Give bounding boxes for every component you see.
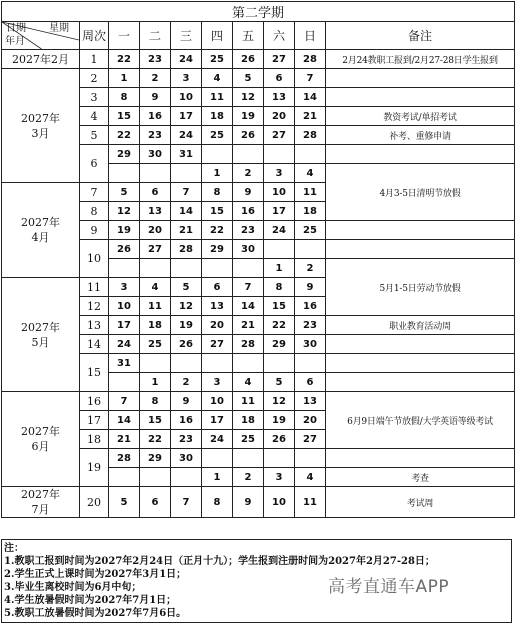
week-number: 14 bbox=[80, 335, 109, 354]
day-cell-sun: 4 bbox=[295, 468, 326, 487]
day-cell-mon: 17 bbox=[109, 316, 140, 335]
day-header-wed: 三 bbox=[171, 22, 202, 50]
corner-label-year-month: 年月 bbox=[5, 36, 25, 47]
day-cell-mon: 12 bbox=[109, 202, 140, 221]
day-cell-fri: 26 bbox=[233, 126, 264, 145]
day-cell-wed: 5 bbox=[171, 278, 202, 297]
day-cell-wed: 19 bbox=[171, 316, 202, 335]
day-cell-wed: 17 bbox=[171, 107, 202, 126]
day-cell-fri: 30 bbox=[233, 240, 264, 259]
day-cell-wed: 3 bbox=[171, 69, 202, 88]
day-cell-wed: 16 bbox=[171, 411, 202, 430]
day-cell-mon: 19 bbox=[109, 221, 140, 240]
note-item: 1.教职工报到时间为2027年2月24日（正月十九）；学生报到注册时间为2027年2月27-28日； bbox=[4, 556, 435, 567]
day-cell-fri: 2 bbox=[233, 468, 264, 487]
month-label: 2027年 6月 bbox=[2, 392, 80, 487]
day-cell-sun: 6 bbox=[295, 373, 326, 392]
remark-cell bbox=[326, 221, 515, 240]
day-cell-fri: 9 bbox=[233, 487, 264, 518]
day-cell-sat: 19 bbox=[264, 411, 295, 430]
day-cell-fri: 21 bbox=[233, 316, 264, 335]
day-cell-sun: 18 bbox=[295, 202, 326, 221]
note-item: 3.毕业生离校时间为6月中旬； bbox=[4, 582, 142, 593]
remark-cell bbox=[326, 69, 515, 88]
week-number: 17 bbox=[80, 411, 109, 430]
semester-title: 第二学期 bbox=[2, 2, 515, 22]
day-cell-fri bbox=[233, 145, 264, 164]
day-cell-thu: 8 bbox=[202, 487, 233, 518]
remark-cell bbox=[326, 240, 515, 259]
day-cell-sun: 11 bbox=[295, 487, 326, 518]
remark-cell: 4月3-5日清明节放假 bbox=[326, 164, 515, 221]
remark-cell: 5月1-5日劳动节放假 bbox=[326, 259, 515, 316]
month-label: 2027年 5月 bbox=[2, 278, 80, 392]
day-cell-sat bbox=[264, 145, 295, 164]
day-cell-sun: 4 bbox=[295, 164, 326, 183]
remark-column-header: 备注 bbox=[326, 22, 515, 50]
day-cell-sat: 5 bbox=[264, 373, 295, 392]
note-item: 4.学生放暑假时间为2027年7月1日； bbox=[4, 595, 177, 606]
day-cell-thu: 27 bbox=[202, 335, 233, 354]
week-number: 20 bbox=[80, 487, 109, 518]
day-cell-thu: 1 bbox=[202, 164, 233, 183]
week-number: 2 bbox=[80, 69, 109, 88]
day-cell-wed: 24 bbox=[171, 50, 202, 69]
day-cell-tue: 30 bbox=[140, 145, 171, 164]
month-label: 2027年 3月 bbox=[2, 69, 80, 183]
remark-cell: 补考、重修申请 bbox=[326, 126, 515, 145]
day-cell-thu: 10 bbox=[202, 392, 233, 411]
day-cell-thu: 1 bbox=[202, 468, 233, 487]
day-cell-wed: 10 bbox=[171, 88, 202, 107]
day-cell-mon: 5 bbox=[109, 183, 140, 202]
day-cell-fri: 5 bbox=[233, 69, 264, 88]
day-cell-mon: 21 bbox=[109, 430, 140, 449]
day-cell-thu: 6 bbox=[202, 278, 233, 297]
week-column-header: 周次 bbox=[80, 22, 109, 50]
day-cell-sat: 20 bbox=[264, 107, 295, 126]
remark-cell bbox=[326, 449, 515, 468]
day-cell-fri: 26 bbox=[233, 50, 264, 69]
day-cell-wed: 30 bbox=[171, 449, 202, 468]
day-cell-wed: 14 bbox=[171, 202, 202, 221]
day-cell-tue: 27 bbox=[140, 240, 171, 259]
day-cell-mon: 24 bbox=[109, 335, 140, 354]
day-cell-fri: 16 bbox=[233, 202, 264, 221]
week-number: 16 bbox=[80, 392, 109, 411]
day-cell-tue: 23 bbox=[140, 126, 171, 145]
day-cell-wed: 12 bbox=[171, 297, 202, 316]
day-cell-mon: 28 bbox=[109, 449, 140, 468]
corner-label-weekday: 星期 bbox=[49, 23, 69, 34]
day-cell-thu: 24 bbox=[202, 430, 233, 449]
day-cell-tue: 11 bbox=[140, 297, 171, 316]
note-item: 2.学生正式上课时间为2027年3月1日； bbox=[4, 569, 187, 580]
week-number: 4 bbox=[80, 107, 109, 126]
week-number: 18 bbox=[80, 430, 109, 449]
day-cell-sun: 13 bbox=[295, 392, 326, 411]
day-cell-wed: 7 bbox=[171, 183, 202, 202]
remark-cell bbox=[326, 335, 515, 354]
week-number: 1 bbox=[80, 50, 109, 69]
day-cell-fri bbox=[233, 354, 264, 373]
day-cell-sun bbox=[295, 354, 326, 373]
day-cell-tue: 9 bbox=[140, 88, 171, 107]
day-cell-thu bbox=[202, 145, 233, 164]
day-header-tue: 二 bbox=[140, 22, 171, 50]
day-cell-tue bbox=[140, 164, 171, 183]
day-cell-sat: 27 bbox=[264, 126, 295, 145]
day-cell-thu: 4 bbox=[202, 69, 233, 88]
day-cell-sun: 14 bbox=[295, 88, 326, 107]
day-cell-thu: 3 bbox=[202, 373, 233, 392]
day-cell-sat: 24 bbox=[264, 221, 295, 240]
day-cell-tue: 8 bbox=[140, 392, 171, 411]
week-number: 6 bbox=[80, 145, 109, 183]
day-header-sun: 日 bbox=[295, 22, 326, 50]
day-cell-mon: 1 bbox=[109, 69, 140, 88]
month-label: 2027年 7月 bbox=[2, 487, 80, 518]
remark-cell bbox=[326, 88, 515, 107]
note-item: 5.教职工放暑假时间为2027年7月6日。 bbox=[4, 608, 187, 619]
day-cell-tue: 18 bbox=[140, 316, 171, 335]
day-cell-mon bbox=[109, 164, 140, 183]
day-cell-thu: 29 bbox=[202, 240, 233, 259]
day-cell-wed: 7 bbox=[171, 487, 202, 518]
month-label: 2027年 4月 bbox=[2, 183, 80, 278]
day-cell-sat bbox=[264, 449, 295, 468]
remark-cell: 教资考试/单招考试 bbox=[326, 107, 515, 126]
day-cell-mon: 26 bbox=[109, 240, 140, 259]
day-cell-thu bbox=[202, 259, 233, 278]
remark-cell bbox=[326, 145, 515, 164]
day-cell-mon: 29 bbox=[109, 145, 140, 164]
day-cell-mon: 5 bbox=[109, 487, 140, 518]
day-cell-sun: 20 bbox=[295, 411, 326, 430]
week-number: 15 bbox=[80, 354, 109, 392]
week-number: 13 bbox=[80, 316, 109, 335]
remark-cell: 考试周 bbox=[326, 487, 515, 518]
day-cell-mon bbox=[109, 468, 140, 487]
day-cell-fri: 25 bbox=[233, 430, 264, 449]
week-number: 10 bbox=[80, 240, 109, 278]
day-header-fri: 五 bbox=[233, 22, 264, 50]
day-cell-tue: 13 bbox=[140, 202, 171, 221]
day-cell-sun: 28 bbox=[295, 126, 326, 145]
day-cell-sat: 27 bbox=[264, 50, 295, 69]
day-cell-thu: 25 bbox=[202, 50, 233, 69]
day-cell-thu: 22 bbox=[202, 221, 233, 240]
day-cell-fri: 7 bbox=[233, 278, 264, 297]
day-cell-wed bbox=[171, 259, 202, 278]
day-cell-tue: 20 bbox=[140, 221, 171, 240]
day-cell-fri: 19 bbox=[233, 107, 264, 126]
day-cell-tue bbox=[140, 259, 171, 278]
day-cell-tue: 1 bbox=[140, 373, 171, 392]
day-cell-sat: 17 bbox=[264, 202, 295, 221]
day-cell-sat: 3 bbox=[264, 164, 295, 183]
day-cell-fri: 12 bbox=[233, 88, 264, 107]
day-cell-thu bbox=[202, 449, 233, 468]
remark-cell: 2月24教职工报到/2月27-28日学生报到 bbox=[326, 50, 515, 69]
day-cell-sun bbox=[295, 449, 326, 468]
remark-cell: 职业教育活动周 bbox=[326, 316, 515, 335]
day-cell-fri bbox=[233, 449, 264, 468]
day-cell-tue bbox=[140, 354, 171, 373]
day-cell-sun: 16 bbox=[295, 297, 326, 316]
day-cell-thu: 20 bbox=[202, 316, 233, 335]
day-cell-wed: 28 bbox=[171, 240, 202, 259]
day-cell-sun: 28 bbox=[295, 50, 326, 69]
day-cell-mon bbox=[109, 259, 140, 278]
day-header-sat: 六 bbox=[264, 22, 295, 50]
day-cell-mon: 10 bbox=[109, 297, 140, 316]
day-cell-sat: 29 bbox=[264, 335, 295, 354]
day-cell-sun: 21 bbox=[295, 107, 326, 126]
day-cell-thu: 8 bbox=[202, 183, 233, 202]
week-number: 8 bbox=[80, 202, 109, 221]
day-cell-sat: 10 bbox=[264, 487, 295, 518]
day-cell-sat bbox=[264, 240, 295, 259]
day-cell-mon: 31 bbox=[109, 354, 140, 373]
day-cell-mon: 22 bbox=[109, 126, 140, 145]
day-cell-sat: 8 bbox=[264, 278, 295, 297]
day-cell-thu: 11 bbox=[202, 88, 233, 107]
week-number: 11 bbox=[80, 278, 109, 297]
day-cell-mon: 22 bbox=[109, 50, 140, 69]
day-cell-tue: 6 bbox=[140, 487, 171, 518]
day-cell-thu: 18 bbox=[202, 107, 233, 126]
day-cell-wed: 9 bbox=[171, 392, 202, 411]
day-cell-wed: 23 bbox=[171, 430, 202, 449]
day-cell-wed bbox=[171, 164, 202, 183]
day-cell-sun bbox=[295, 145, 326, 164]
day-cell-mon: 7 bbox=[109, 392, 140, 411]
week-number: 9 bbox=[80, 221, 109, 240]
day-cell-wed bbox=[171, 354, 202, 373]
remark-cell: 考查 bbox=[326, 468, 515, 487]
day-cell-mon: 8 bbox=[109, 88, 140, 107]
day-header-mon: 一 bbox=[109, 22, 140, 50]
day-cell-wed: 2 bbox=[171, 373, 202, 392]
day-cell-tue: 4 bbox=[140, 278, 171, 297]
semester-calendar-table bbox=[1, 1, 515, 518]
day-cell-mon: 3 bbox=[109, 278, 140, 297]
day-cell-mon: 14 bbox=[109, 411, 140, 430]
day-cell-fri bbox=[233, 259, 264, 278]
day-cell-fri: 18 bbox=[233, 411, 264, 430]
day-cell-sat: 15 bbox=[264, 297, 295, 316]
watermark: 高考直通车APP bbox=[328, 577, 450, 597]
day-cell-thu: 17 bbox=[202, 411, 233, 430]
day-cell-sat: 10 bbox=[264, 183, 295, 202]
day-cell-sat: 13 bbox=[264, 88, 295, 107]
day-cell-tue: 23 bbox=[140, 50, 171, 69]
remark-cell bbox=[326, 354, 515, 373]
day-cell-thu: 25 bbox=[202, 126, 233, 145]
week-number: 12 bbox=[80, 297, 109, 316]
corner-label-date: 日期 bbox=[6, 23, 26, 34]
day-cell-sun: 27 bbox=[295, 430, 326, 449]
day-cell-tue: 2 bbox=[140, 69, 171, 88]
day-cell-fri: 9 bbox=[233, 183, 264, 202]
day-cell-thu bbox=[202, 354, 233, 373]
day-cell-tue: 22 bbox=[140, 430, 171, 449]
day-cell-tue: 6 bbox=[140, 183, 171, 202]
day-header-thu: 四 bbox=[202, 22, 233, 50]
day-cell-wed: 24 bbox=[171, 126, 202, 145]
day-cell-sat bbox=[264, 354, 295, 373]
day-cell-wed: 26 bbox=[171, 335, 202, 354]
day-cell-sat: 1 bbox=[264, 259, 295, 278]
day-cell-mon bbox=[109, 373, 140, 392]
day-cell-tue: 29 bbox=[140, 449, 171, 468]
day-cell-fri: 23 bbox=[233, 221, 264, 240]
day-cell-sat: 6 bbox=[264, 69, 295, 88]
day-cell-fri: 11 bbox=[233, 392, 264, 411]
week-number: 5 bbox=[80, 126, 109, 145]
day-cell-sun: 30 bbox=[295, 335, 326, 354]
day-cell-sun: 9 bbox=[295, 278, 326, 297]
day-cell-sun: 2 bbox=[295, 259, 326, 278]
day-cell-sat: 22 bbox=[264, 316, 295, 335]
day-cell-thu: 13 bbox=[202, 297, 233, 316]
day-cell-tue: 15 bbox=[140, 411, 171, 430]
day-cell-fri: 28 bbox=[233, 335, 264, 354]
day-cell-sun: 7 bbox=[295, 69, 326, 88]
day-cell-sat: 26 bbox=[264, 430, 295, 449]
day-cell-sat: 3 bbox=[264, 468, 295, 487]
day-cell-tue bbox=[140, 468, 171, 487]
day-cell-tue: 16 bbox=[140, 107, 171, 126]
day-cell-sun bbox=[295, 240, 326, 259]
week-number: 19 bbox=[80, 449, 109, 487]
remark-cell bbox=[326, 373, 515, 392]
month-label: 2027年2月 bbox=[2, 50, 80, 69]
day-cell-sun: 11 bbox=[295, 183, 326, 202]
day-cell-sun: 25 bbox=[295, 221, 326, 240]
day-cell-wed: 31 bbox=[171, 145, 202, 164]
day-cell-fri: 4 bbox=[233, 373, 264, 392]
day-cell-wed bbox=[171, 468, 202, 487]
week-number: 7 bbox=[80, 183, 109, 202]
day-cell-fri: 14 bbox=[233, 297, 264, 316]
day-cell-sun: 23 bbox=[295, 316, 326, 335]
day-cell-mon: 15 bbox=[109, 107, 140, 126]
day-cell-tue: 25 bbox=[140, 335, 171, 354]
header-corner-cell bbox=[2, 22, 80, 50]
day-cell-fri: 2 bbox=[233, 164, 264, 183]
day-cell-thu: 15 bbox=[202, 202, 233, 221]
week-number: 3 bbox=[80, 88, 109, 107]
day-cell-wed: 21 bbox=[171, 221, 202, 240]
notes-heading: 注： bbox=[4, 543, 24, 554]
remark-cell: 6月9日端午节放假/大学英语等级考试 bbox=[326, 392, 515, 449]
day-cell-sat: 12 bbox=[264, 392, 295, 411]
